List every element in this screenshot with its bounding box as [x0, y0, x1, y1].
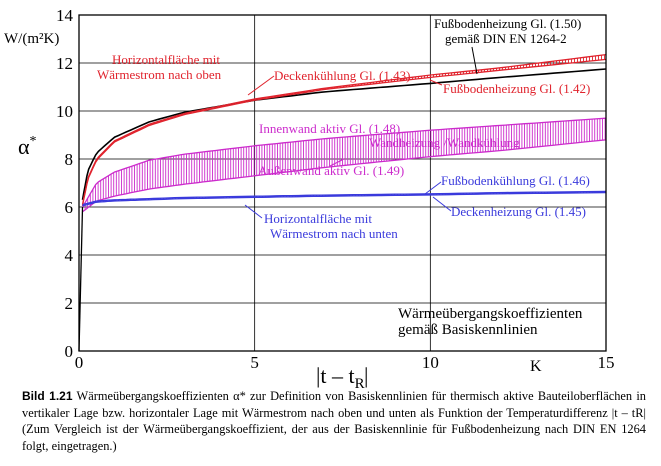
annotation-horiz-down-2: Wärmestrom nach unten — [270, 226, 398, 241]
annotation-wall-heating: Wandheizung /Wandkühlung — [369, 135, 520, 150]
annotation-base-2: gemäß Basiskennlinien — [398, 322, 538, 338]
annotation-ceiling-cooling: Deckenkühlung Gl. (1.43) — [274, 68, 411, 83]
annotation-outer-wall: Außenwand aktiv Gl. (1.49) — [258, 163, 405, 178]
caption-label: Bild 1.21 — [22, 389, 73, 403]
annotation-floor-cooling: Fußbodenkühlung Gl. (1.46) — [441, 173, 590, 188]
x-tick-label-10: 10 — [421, 353, 439, 372]
y-tick-label-10: 10 — [56, 102, 73, 121]
annotation-inner-wall: Innenwand aktiv Gl. (1.48) — [259, 121, 401, 136]
y-tick-label-12: 12 — [56, 54, 73, 73]
y-axis-label: α* — [18, 134, 37, 159]
annotation-ceiling-heating: Deckenheizung Gl. (1.45) — [451, 204, 587, 219]
y-tick-label-4: 4 — [64, 246, 73, 265]
figure-caption — [22, 388, 646, 454]
x-axis-label: $|t - t_R$ — [316, 363, 365, 390]
annotation-horiz-up-2: Wärmestrom nach oben — [97, 67, 222, 82]
annotation-floor-heating: Fußbodenheizung Gl. (1.42) — [443, 81, 591, 96]
x-axis-unit: K — [530, 358, 542, 375]
x-tick-label-0: 0 — [74, 353, 84, 372]
x-tick-label-15: 15 — [597, 353, 615, 372]
annotation-horiz-up-1: Horizontalfläche mit — [112, 52, 220, 67]
caption-text: Wärmeübergangskoeffizienten α* zur Definition von Basiskennlinien für thermisch aktive Bauteiloberflächen in vertikaler Lage bzw. horizontaler Lage mit Wärmestrom nach oben und unten als Funktion der Temperaturdifferenz |t – tR| (Zum Vergleich ist der Wärmeübergangskoeffizient, der aus der Basiskennlinie für Fußbodenheizung nach DIN EN 1264 folgt, eingetragen.) — [22, 389, 646, 453]
annotation-base-1: Wärmeübergangskoeffizienten — [398, 306, 583, 322]
y-tick-label-8: 8 — [64, 150, 73, 169]
y-unit: W/(m²K) — [4, 31, 60, 47]
annotation-floor-heating-std-2: gemäß DIN EN 1264-2 — [445, 31, 567, 46]
x-tick-label-5: 5 — [250, 353, 259, 372]
annotation-floor-heating-std-1: Fußbodenheizung Gl. (1.50) — [434, 16, 582, 31]
y-tick-label-0: 0 — [64, 342, 73, 361]
y-tick-label-6: 6 — [64, 198, 73, 217]
y-tick-label-14: 14 — [56, 6, 73, 25]
annotation-horiz-down-1: Horizontalfläche mit — [264, 211, 372, 226]
x-axis-label-close: | — [364, 363, 369, 388]
y-tick-label-2: 2 — [64, 294, 73, 313]
